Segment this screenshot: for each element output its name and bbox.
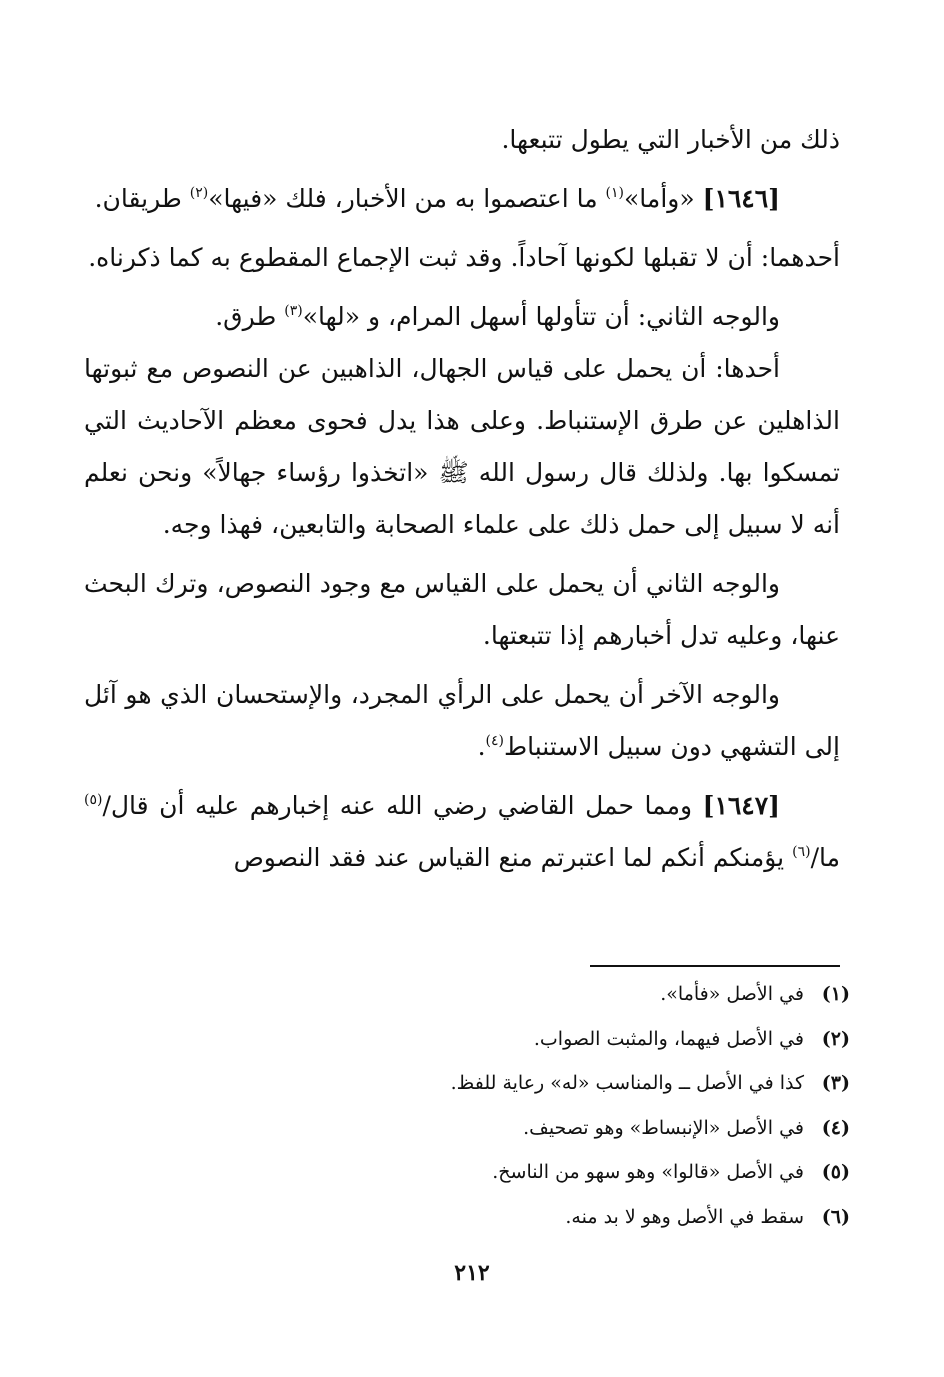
footnote-marker: (٤) xyxy=(485,733,504,749)
text-segment: ومما حمل القاضي رضي الله عنه إخبارهم عليه أن قال/ xyxy=(102,791,703,820)
footnote-number: (٤) xyxy=(821,1116,850,1139)
text-segment: طريقان. xyxy=(94,184,190,213)
footnote-marker: (٥) xyxy=(84,792,103,808)
main-text xyxy=(84,114,840,891)
text-segment: أحدهما: أن لا تقبلها لكونها آحاداً. وقد ثبت الإجماع المقطوع به كما ذكرناه. xyxy=(88,243,840,272)
paragraph-3 xyxy=(84,232,840,284)
footnote-number: (٥) xyxy=(821,1161,850,1183)
footnote-marker: (٢) xyxy=(189,185,209,201)
text-segment: ذلك من الأخبار التي يطول تتبعها. xyxy=(501,125,840,154)
text-segment: والوجه الآخر أن يحمل على الرأي المجرد، والإستحسان الذي هو آئل إلى التشهي دون سبيل الاستنباط xyxy=(84,680,840,761)
paragraph-7 xyxy=(84,669,840,773)
footnotes-list xyxy=(200,972,850,1239)
text-segment: طرق. xyxy=(215,302,285,331)
footnote-item xyxy=(200,1106,850,1151)
paragraph-6 xyxy=(84,558,840,662)
footnote-number: (٣) xyxy=(821,1072,850,1094)
paragraph-8 xyxy=(84,780,840,884)
text-segment: أحدها: أن يحمل على قياس الجهال، الذاهبين عن النصوص مع ثبوتها الذاهلين عن طرق الإستنباط. وعلى هذا يدل فحوى معظم الآحاديث التي تمسكوا بها. ولذلك قال رسول الله ﷺ «اتخذوا رؤساء جهالاً» ونحن نعلم أنه لا سبيل إلى حمل ذلك على علماء الصحابة والتابعين، فهذا وجه. xyxy=(84,354,840,539)
paragraph-2 xyxy=(84,173,840,225)
text-segment: والوجه الثاني: أن تتأولها أسهل المرام، و «لها» xyxy=(302,302,780,331)
footnote-marker: (٦) xyxy=(792,844,811,860)
footnote-text: كذا في الأصل ــ والمناسب «له» رعاية للفظ. xyxy=(450,1072,804,1094)
footnote-text: في الأصل فيهما، والمثبت الصواب. xyxy=(533,1027,804,1050)
footnote-item xyxy=(200,972,850,1017)
footnote-number: (٦) xyxy=(821,1205,850,1228)
paragraph-number: [١٦٤٧] xyxy=(702,791,780,820)
text-segment: ما/ xyxy=(810,843,840,872)
text-segment: «وأما» xyxy=(624,184,703,213)
footnote-marker: (٣) xyxy=(284,303,303,319)
footnote-separator xyxy=(590,965,840,967)
footnote-text: في الأصل «قالوا» وهو سهو من الناسخ. xyxy=(492,1161,804,1183)
footnote-item xyxy=(200,1150,850,1195)
text-segment: يؤمنكم أنكم لما اعتبرتم منع القياس عند فقد النصوص xyxy=(233,843,793,872)
footnote-item xyxy=(200,1017,850,1062)
page-number: ٢١٢ xyxy=(454,1260,490,1286)
footnote-text: في الأصل «الإنبساط» وهو تصحيف. xyxy=(523,1116,804,1139)
paragraph-number: [١٦٤٦] xyxy=(702,184,780,213)
footnote-text: في الأصل «فأما». xyxy=(660,983,804,1005)
footnote-number: (٢) xyxy=(821,1027,850,1050)
footnote-text: سقط في الأصل وهو لا بد منه. xyxy=(565,1205,804,1228)
text-segment: . xyxy=(477,732,486,761)
paragraph-5 xyxy=(84,343,840,551)
paragraph-4 xyxy=(84,291,840,343)
footnote-item xyxy=(200,1061,850,1106)
text-segment: ما اعتصموا به من الأخبار، فلك «فيها» xyxy=(208,184,606,213)
footnote-item xyxy=(200,1195,850,1240)
paragraph-1 xyxy=(84,114,840,166)
footnote-number: (١) xyxy=(821,983,850,1005)
text-segment: والوجه الثاني أن يحمل على القياس مع وجود النصوص، وترك البحث عنها، وعليه تدل أخبارهم إذا تتبعتها. xyxy=(84,569,840,650)
footnote-marker: (١) xyxy=(605,185,625,201)
